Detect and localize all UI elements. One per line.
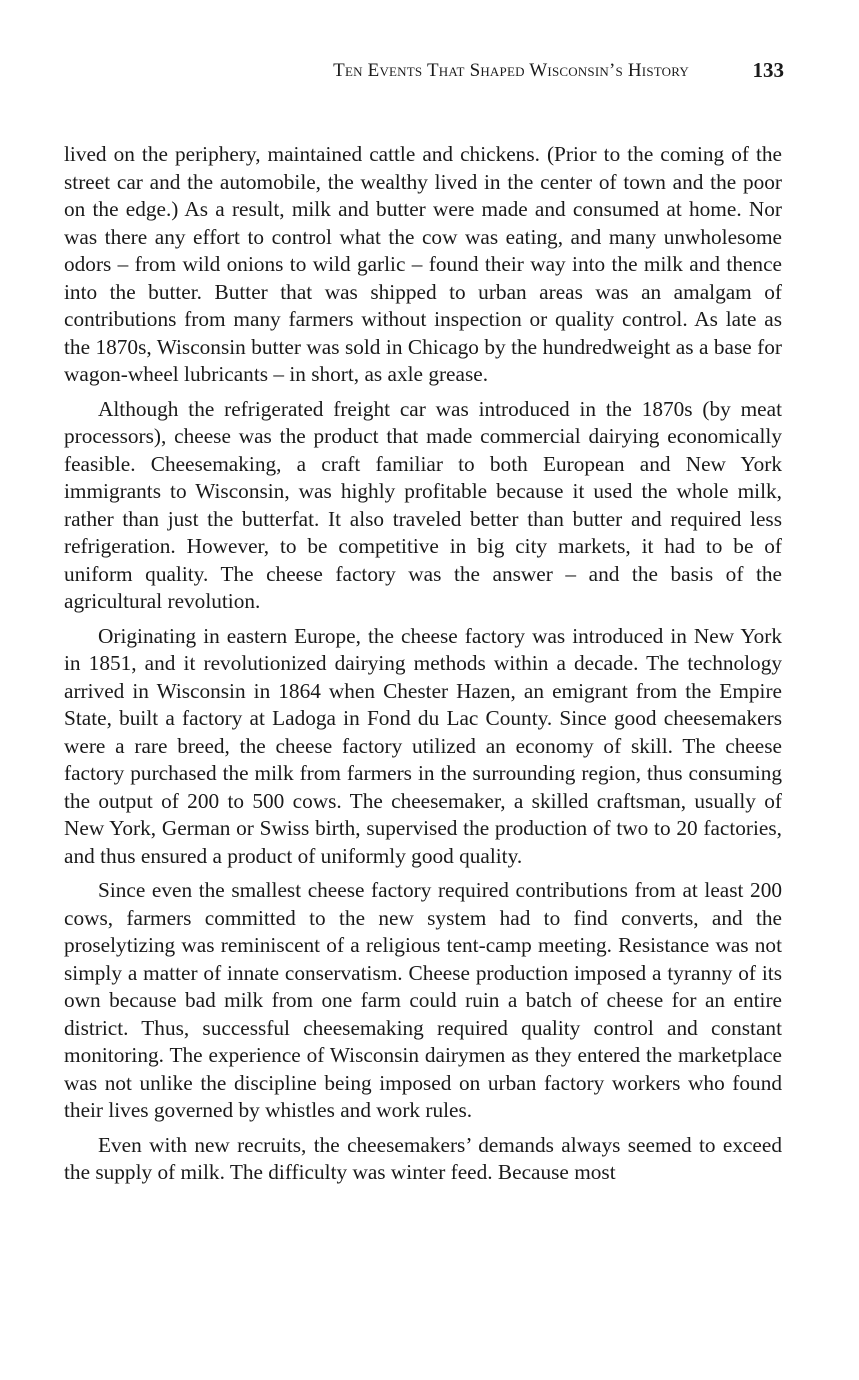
paragraph-1: lived on the periphery, maintained cattle and chickens. (Prior to the coming of the street car and the automobile, the wealthy lived in the center of town and the poor on the edge.) As a result, milk and butter were made and consumed at home. Nor was there any effort to control what the cow was eating, and many unwholesome odors – from wild onions to wild garlic – found their way into the milk and thence into the butter. Butter that was shipped to urban areas was an amalgam of contributions from many farmers without inspection or quality control. As late as the 1870s, Wisconsin butter was sold in Chicago by the hundredweight as a base for wagon-wheel lubricants – in short, as axle grease. [64, 142, 782, 386]
paragraph-5: Even with new recruits, the cheesemakers’ demands always seemed to exceed the supply of milk. The difficulty was winter feed. Because most [64, 1132, 782, 1184]
body-text [64, 141, 782, 1194]
running-title: Ten Events That Shaped Wisconsin’s History [333, 60, 689, 81]
running-head [60, 58, 784, 88]
paragraph-2: Although the refrigerated freight car was introduced in the 1870s (by meat processors), cheese was the product that made commercial dairying economically feasible. Cheesemaking, a craft familiar to both European and New York immigrants to Wisconsin, was highly profitable because it used the whole milk, rather than just the butterfat. It also traveled better than butter and required less refrigeration. However, to be competitive in big city markets, it had to be of uniform quality. The cheese factory was the answer – and the basis of the agricultural revolution. [64, 396, 782, 613]
paragraph-3: Originating in eastern Europe, the cheese factory was introduced in New York in 1851, and it revolutionized dairying methods within a decade. The technology arrived in Wisconsin in 1864 when Chester Hazen, an emigrant from the Empire State, built a factory at Ladoga in Fond du Lac County. Since good cheesemakers were a rare breed, the cheese factory utilized an economy of skill. The cheese factory purchased the milk from farmers in the surrounding region, thus consuming the output of 200 to 500 cows. The cheesemaker, a skilled craftsman, usually of New York, German or Swiss birth, supervised the production of two to 20 factories, and thus ensured a product of uniformly good quality. [64, 623, 782, 868]
page-number: 133 [752, 58, 784, 82]
paragraph-4: Since even the smallest cheese factory required contributions from at least 200 cows, farmers committed to the new system had to find converts, and the proselytizing was reminiscent of a religious tent-camp meeting. Resistance was not simply a matter of innate conservatism. Cheese production imposed a tyranny of its own because bad milk from one farm could ruin a batch of cheese for an entire district. Thus, successful cheesemaking required quality control and constant monitoring. The experience of Wisconsin dairymen as they entered the marketplace was not unlike the discipline being imposed on urban factory workers who found their lives governed by whistles and work rules. [64, 878, 782, 1122]
